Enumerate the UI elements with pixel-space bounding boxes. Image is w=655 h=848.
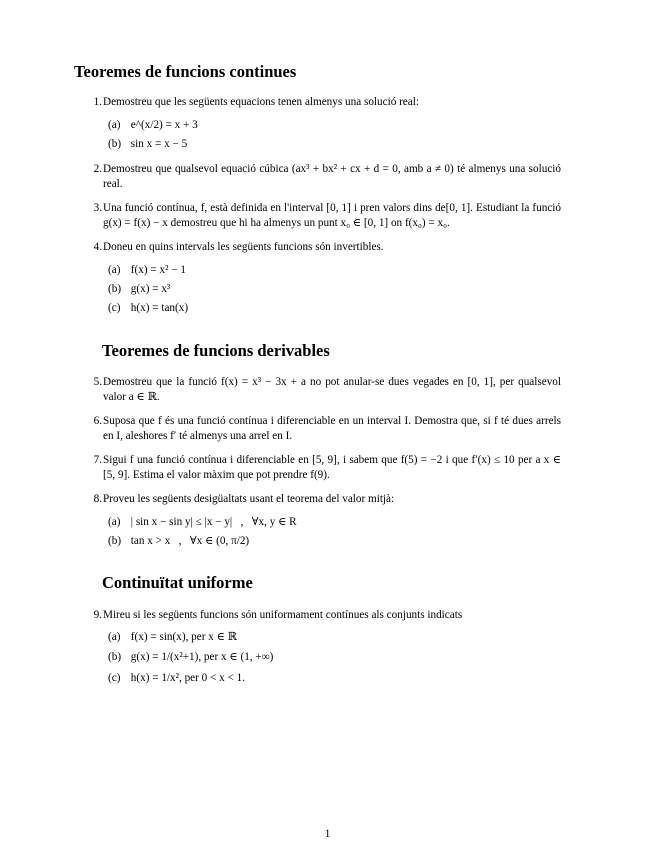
subitem-label: (b): [108, 283, 122, 295]
page-number: 1: [324, 828, 331, 840]
problem-number: 6.: [93, 415, 102, 427]
subitem-math: tan x > x , ∀x ∈ (0, π/2): [130, 535, 250, 547]
subitem-8a: [108, 515, 297, 530]
subitem-label: (a): [108, 631, 121, 643]
problem-text: Sigui f una funció contínua i diferenciable en [5, 9], i sabem que f(5) = −2 i que f′(x) ≤ 10 per a x ∈ [5, 9]. Estima el valor màxim que pot prendre f(9).: [103, 454, 561, 481]
subitem-label: (b): [108, 138, 122, 150]
problem-number: 3.: [93, 202, 102, 214]
subitem-label: (b): [108, 651, 122, 663]
problem-text: Demostreu que les següents equacions tenen almenys una solució real:: [103, 96, 419, 108]
subitem-label: (c): [108, 302, 121, 314]
subitem-4c: [108, 301, 188, 316]
subitem-math: g(x) = 1/(x²+1), per x ∈ (1, +∞): [130, 651, 274, 663]
subitem-label: (a): [108, 264, 121, 276]
problem-number: 9.: [93, 609, 102, 621]
section-title: Continuïtat uniforme: [102, 573, 253, 592]
subitem-9a: [108, 630, 237, 645]
subitem-math: h(x) = tan(x): [130, 302, 189, 314]
section-title: Teoremes de funcions continues: [74, 62, 297, 81]
subitem-math: f(x) = x² − 1: [130, 264, 186, 276]
subitem-math: h(x) = 1/x², per 0 < x < 1.: [130, 672, 246, 684]
subitem-9c: [108, 671, 245, 686]
subitem-label: (a): [108, 516, 121, 528]
problem-text: Una funció contínua, f, està definida en l'interval [0, 1] i pren valors dins de[0, 1]. Estudiant la funció g(x) = f(x) − x demostreu que hi ha almenys un punt x₀ ∈ [0, 1] on f(x₀) = x₀.: [103, 202, 561, 229]
problem-text: Suposa que f és una funció contínua i diferenciable en un interval I. Demostra que, si f té dues arrels en I, aleshores f′ té almenys una arrel en I.: [103, 415, 561, 442]
problem-number: 5.: [93, 376, 102, 388]
subitem-math: e^(x/2) = x + 3: [130, 119, 198, 131]
problem-text: Proveu les següents desigüaltats usant el teorema del valor mitjà:: [103, 493, 395, 505]
problem-number: 8.: [93, 493, 102, 505]
subitem-label: (c): [108, 672, 121, 684]
subitem-math: g(x) = x³: [130, 283, 171, 295]
subitem-1b: [108, 137, 187, 152]
subitem-label: (b): [108, 535, 122, 547]
problem-text: Demostreu que qualsevol equació cúbica (ax³ + bx² + cx + d = 0, amb a ≠ 0) té almenys una solució real.: [103, 163, 561, 190]
problem-number: 7.: [93, 454, 102, 466]
problem-number: 2.: [93, 163, 102, 175]
subitem-9b: [108, 650, 273, 665]
problem-text: Doneu en quins intervals les següents funcions són invertibles.: [103, 241, 384, 253]
problem-text: Demostreu que la funció f(x) = x³ − 3x + a no pot anular-se dues vegades en [0, 1], per qualsevol valor a ∈ ℝ.: [103, 376, 561, 403]
subitem-1a: [108, 118, 198, 133]
subitem-4a: [108, 263, 186, 278]
subitem-8b: [108, 534, 249, 549]
subitem-4b: [108, 282, 170, 297]
subitem-math: sin x = x − 5: [130, 138, 188, 150]
subitem-label: (a): [108, 119, 121, 131]
subitem-math: | sin x − sin y| ≤ |x − y| , ∀x, y ∈ R: [130, 516, 297, 528]
problem-number: 1.: [93, 96, 102, 108]
subitem-math: f(x) = sin(x), per x ∈ ℝ: [130, 631, 238, 643]
problem-text: Mireu si les següents funcions són uniformament contínues als conjunts indicats: [103, 609, 463, 621]
section-title: Teoremes de funcions derivables: [102, 341, 330, 360]
problem-number: 4.: [93, 241, 102, 253]
